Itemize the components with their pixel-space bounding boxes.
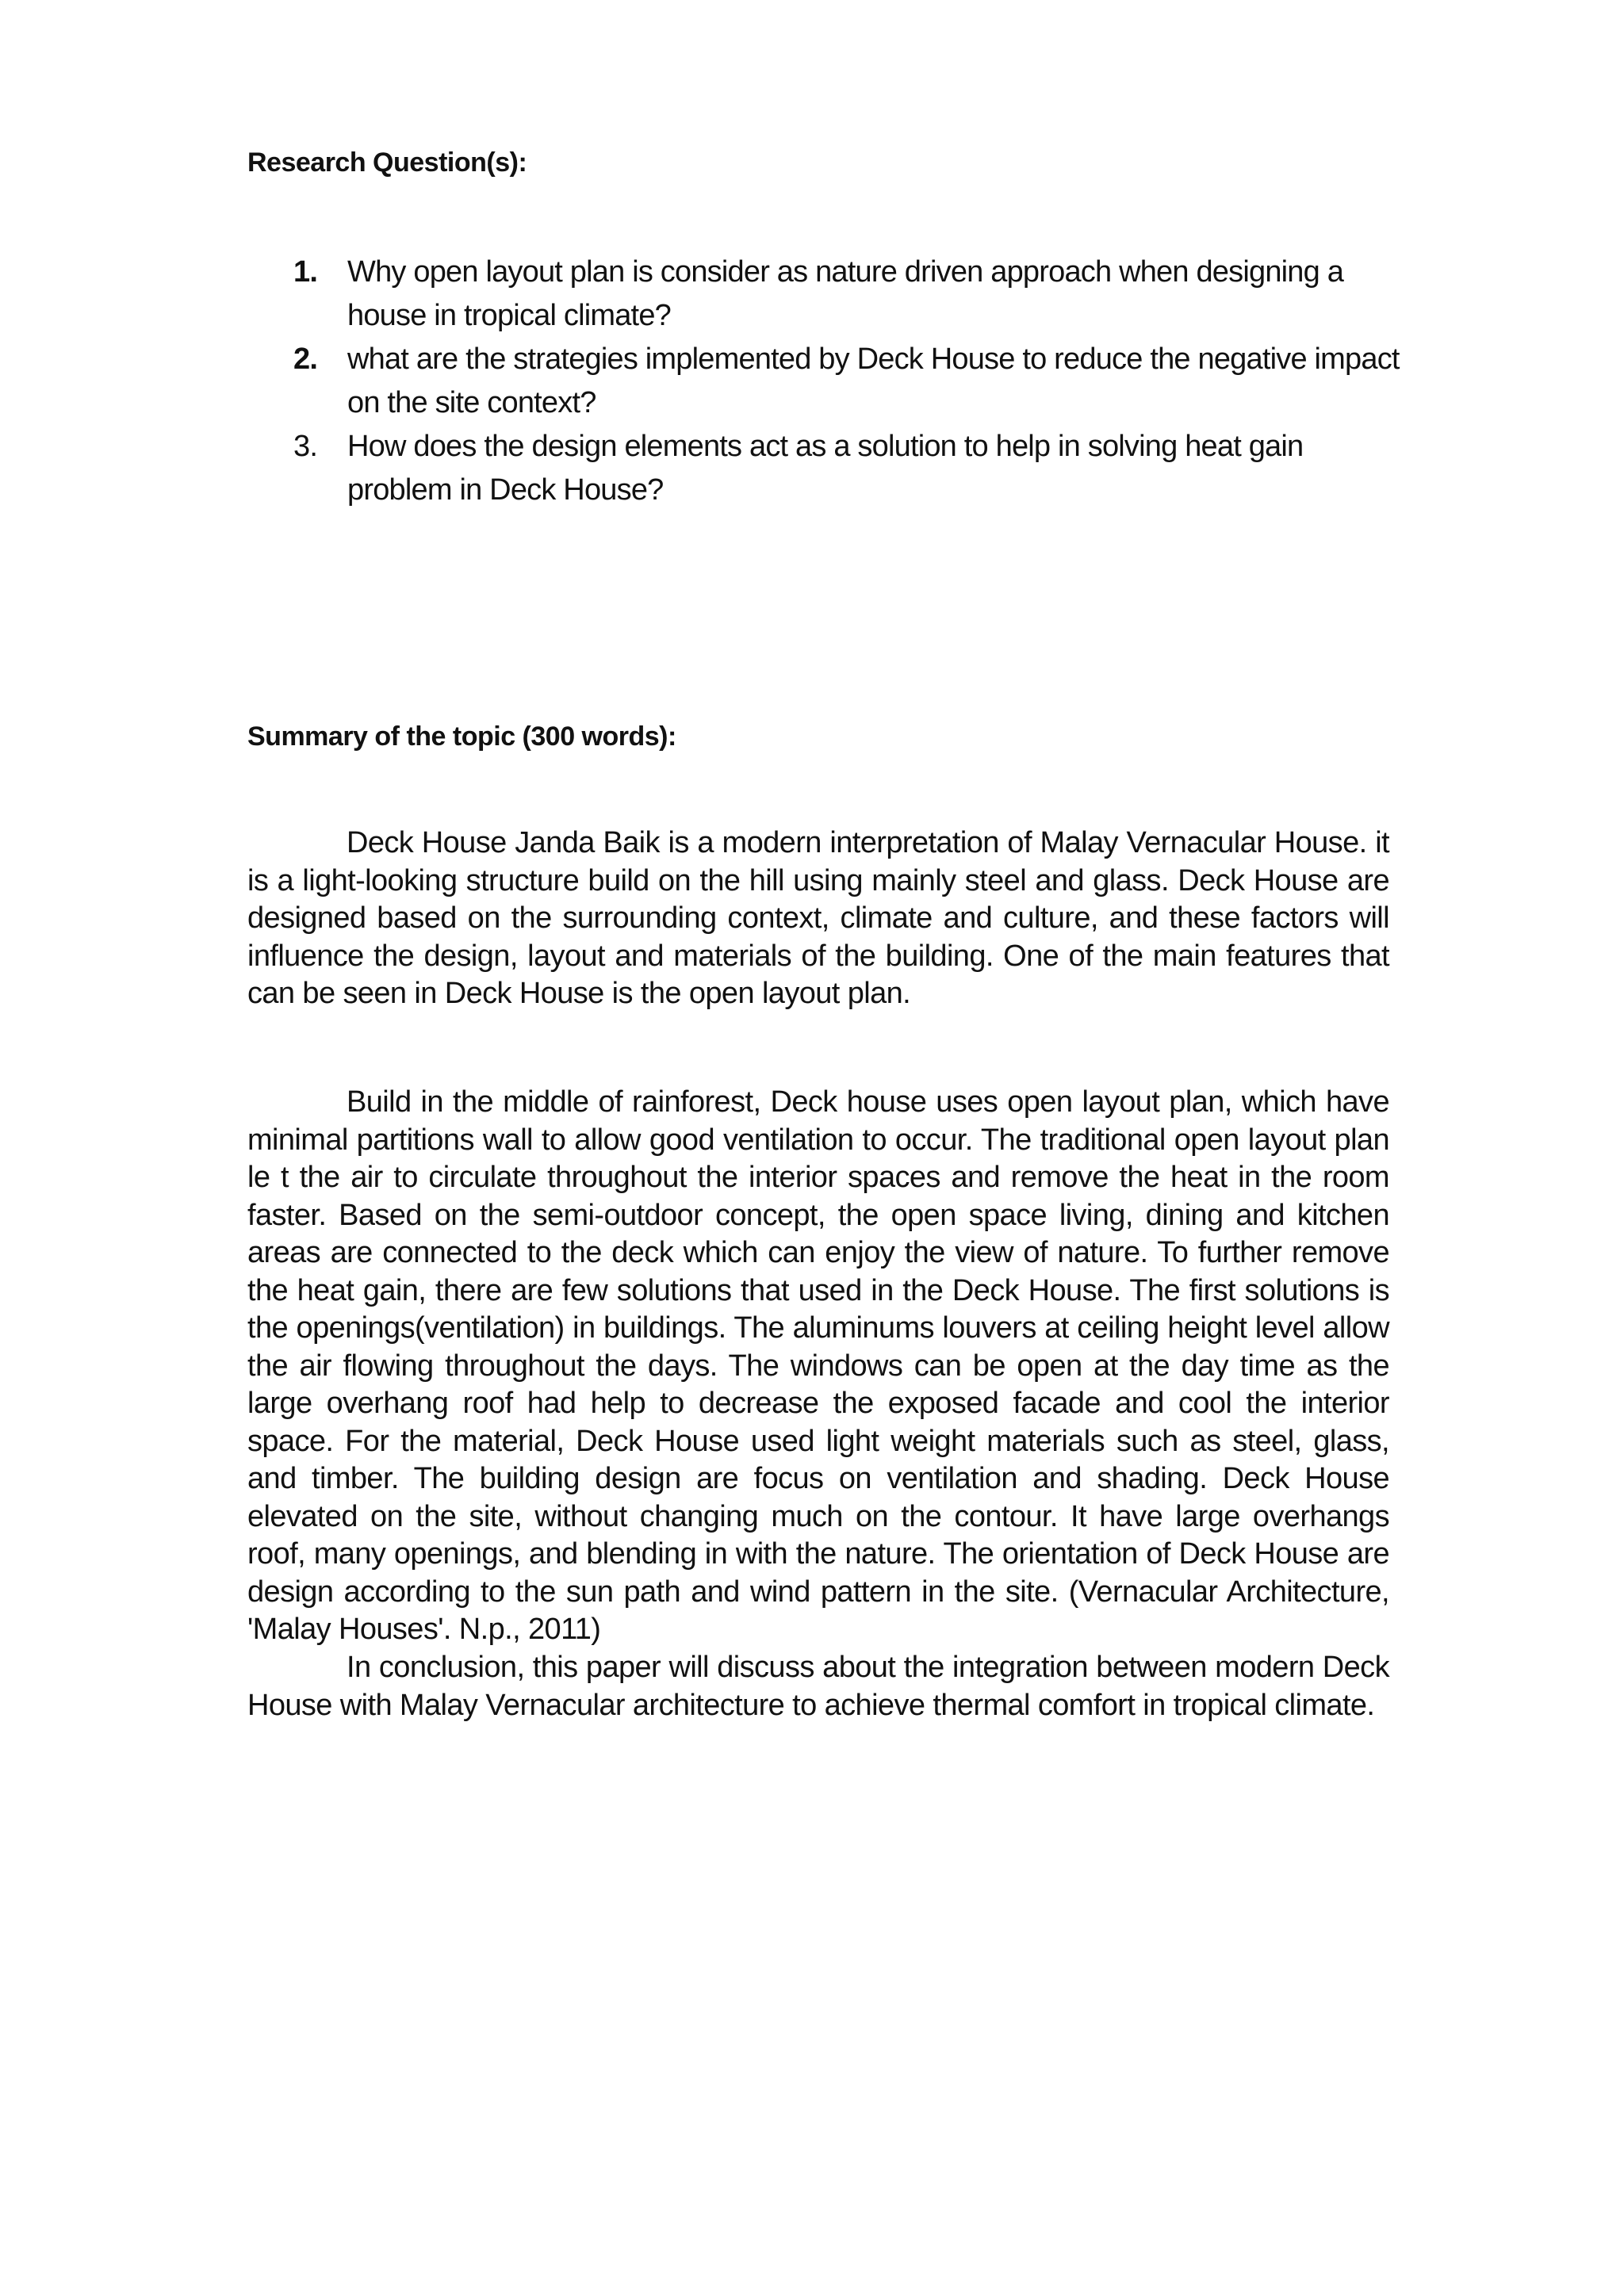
research-questions-list (293, 251, 1404, 512)
question-text: How does the design elements act as a solution to help in solving heat gain problem in Deck House? (347, 430, 1304, 507)
question-text: Why open layout plan is consider as nature driven approach when designing a house in tropical climate? (347, 255, 1344, 332)
research-question-item (293, 338, 1404, 425)
summary-paragraph-intro: Deck House Janda Baik is a modern interpretation of Malay Vernacular House. it is a light-looking structure build on the hill using mainly steel and glass. Deck House are designed based on the surrounding context, climate and culture, and these factors will influence the design, layout and materials of the building. One of the main features that can be seen in Deck House is the open layout plan. (247, 826, 1389, 1010)
summary-heading: Summary of the topic (300 words): (247, 721, 676, 752)
research-question-item (293, 425, 1404, 512)
question-text: what are the strategies implemented by Deck House to reduce the negative impact on the site context? (347, 342, 1400, 419)
question-number: 3. (293, 430, 318, 463)
research-question-item (293, 251, 1404, 338)
question-number: 2. (293, 342, 318, 376)
summary-paragraph-body: Build in the middle of rainforest, Deck house uses open layout plan, which have minimal partitions wall to allow good ventilation to occur. The traditional open layout plan le t the air to circulate throughout the interior spaces and remove the heat in the room faster. Based on the semi-outdoor concept, the open space living, dining and kitchen areas are connected to the deck which can enjoy the view of nature. To further remove the heat gain, there are few solutions that used in the Deck House. The first solutions is the openings(ventilation) in buildings. The aluminums louvers at ceiling height level allow the air flowing throughout the days. The windows can be open at the day time as the large overhang roof had help to decrease the exposed facade and cool the interior space. For the material, Deck House used light weight materials such as steel, glass, and timber. The building design are focus on ventilation and shading. Deck House elevated on the site, without changing much on the contour. It have large overhangs roof, many openings, and blending in with the nature. The orientation of Deck House are design according to the sun path and wind pattern in the site. (Vernacular Architecture, 'Malay Houses'. N.p., 2011) (247, 1085, 1389, 1646)
research-questions-heading: Research Question(s): (247, 147, 527, 178)
summary-paragraph-conclusion: In conclusion, this paper will discuss about the integration between modern Deck House with Malay Vernacular architecture to achieve thermal comfort in tropical climate. (247, 1651, 1389, 1722)
question-number: 1. (293, 255, 318, 289)
